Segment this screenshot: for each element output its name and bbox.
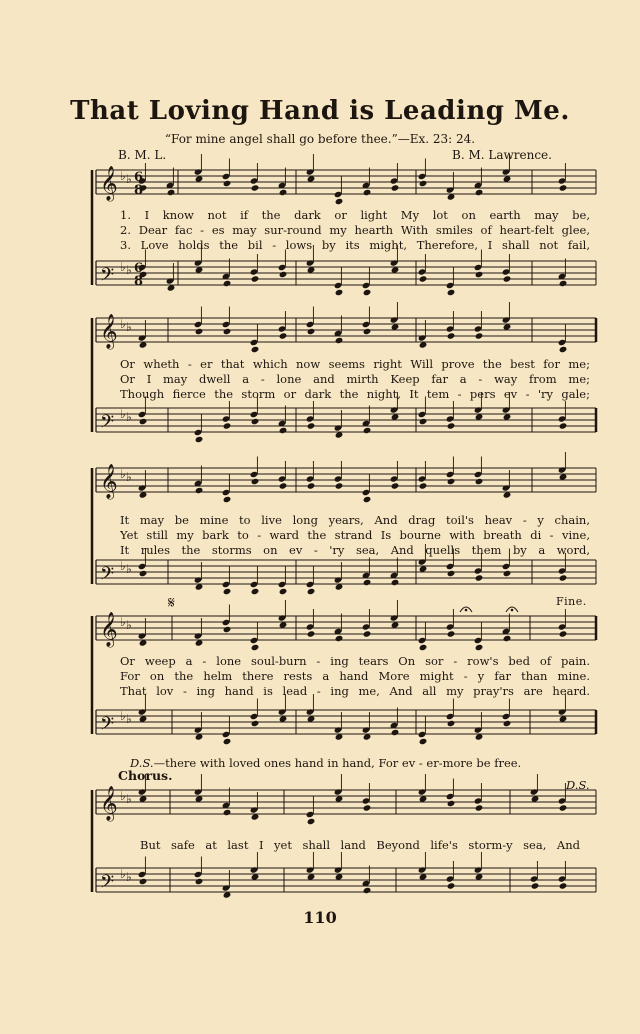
note-head (251, 346, 260, 353)
note-head (475, 574, 484, 581)
flat-icon: ♭ (120, 169, 126, 183)
lyric-s4-v2: For on the helm there rests a hand More might - y far than mine. (120, 669, 590, 683)
ds-lyric-line (130, 756, 540, 770)
note-head (335, 635, 344, 642)
note-head (447, 422, 456, 429)
time-signature-bottom: 8 (134, 274, 144, 289)
note-head (419, 275, 428, 282)
chorus-label: Chorus. (118, 768, 173, 783)
page-number: 110 (303, 908, 337, 927)
flat-icon: ♭ (120, 559, 126, 573)
ds-prefix: D.S. (130, 756, 154, 770)
note-head (223, 280, 232, 287)
note-head (559, 280, 568, 287)
note-head (335, 337, 344, 344)
note-head (251, 588, 260, 595)
flat-icon: ♭ (120, 467, 126, 481)
time-signature-bottom: 8 (134, 183, 144, 198)
lyric-s4-v1: Or weep a - lone soul-burn - ing tears On sor - row's bed of pain. (120, 654, 590, 668)
lyric-s2-v2: Or I may dwell a - lone and mirth Keep far a - way from me; (120, 372, 590, 386)
note-head (391, 482, 400, 489)
note-head (139, 570, 148, 577)
note-head (195, 487, 204, 494)
bass-clef-icon: 𝄢 (100, 412, 115, 437)
note-head (223, 588, 232, 595)
note-head (559, 882, 568, 889)
note-head (503, 720, 512, 727)
note-head (503, 275, 512, 282)
note-head (251, 275, 260, 282)
flat-icon: ♭ (126, 320, 132, 334)
flat-icon: ♭ (120, 789, 126, 803)
note-head (307, 818, 316, 825)
note-head (559, 804, 568, 811)
bass-clef-icon: 𝄢 (100, 714, 115, 739)
segno-icon: 𝄋 (168, 593, 175, 612)
note-head (363, 189, 372, 196)
flat-icon: ♭ (126, 870, 132, 884)
flat-icon: ♭ (126, 712, 132, 726)
note-head (223, 180, 232, 187)
note-head (279, 271, 288, 278)
treble-clef-icon: 𝄞 (100, 786, 118, 821)
note-head (447, 478, 456, 485)
note-head (279, 482, 288, 489)
note-head (475, 644, 484, 651)
chorus-lyric: But safe at last I yet shall land Beyond life's storm-y sea, And (140, 838, 580, 852)
flat-icon: ♭ (120, 260, 126, 274)
note-head (223, 422, 232, 429)
note-head (279, 189, 288, 196)
note-head (391, 579, 400, 586)
note-head (223, 738, 232, 745)
note-head (475, 478, 484, 485)
note-head (139, 418, 148, 425)
note-head (363, 579, 372, 586)
note-head (559, 630, 568, 637)
scripture-epigraph: “For mine angel shall go before thee.”—Ex. 23: 24. (164, 132, 476, 146)
note-head (363, 630, 372, 637)
note-head (447, 720, 456, 727)
flat-icon: ♭ (120, 317, 126, 331)
note-head (363, 328, 372, 335)
note-head (475, 332, 484, 339)
note-head (559, 574, 568, 581)
note-head (531, 882, 540, 889)
note-head (447, 630, 456, 637)
treble-clef-icon: 𝄞 (100, 166, 118, 201)
note-head (419, 180, 428, 187)
words-credit: B. M. L. (118, 148, 167, 162)
note-head (475, 271, 484, 278)
note-head (419, 738, 428, 745)
note-head (559, 422, 568, 429)
note-head (307, 588, 316, 595)
note-head (279, 332, 288, 339)
note-head (503, 635, 512, 642)
flat-icon: ♭ (126, 562, 132, 576)
note-head (419, 418, 428, 425)
lyric-s1-v2: 2. Dear fac - es may sur-round my hearth With smiles of heart-felt glee, (120, 223, 590, 237)
fermata-dot (465, 609, 468, 612)
note-head (363, 804, 372, 811)
note-head (447, 289, 456, 296)
note-head (335, 289, 344, 296)
fermata-dot (511, 609, 514, 612)
note-head (447, 800, 456, 807)
note-head (363, 427, 372, 434)
note-head (251, 644, 260, 651)
note-head (251, 478, 260, 485)
note-head (251, 418, 260, 425)
note-head (447, 882, 456, 889)
note-head (503, 570, 512, 577)
bass-clef-icon: 𝄢 (100, 265, 115, 290)
treble-clef-icon: 𝄞 (100, 464, 118, 499)
time-signature-top: 6 (134, 261, 144, 276)
note-head (223, 626, 232, 633)
flat-icon: ♭ (126, 470, 132, 484)
note-head (307, 328, 316, 335)
note-head (251, 720, 260, 727)
lyric-s3-v2: Yet still my bark to - ward the strand Is bourne with breath di - vine, (120, 528, 590, 542)
bass-clef-icon: 𝄢 (100, 872, 115, 897)
note-head (139, 878, 148, 885)
fine-marking: Fine. (556, 595, 587, 608)
note-head (335, 482, 344, 489)
treble-clef-icon: 𝄞 (100, 314, 118, 349)
note-head (363, 887, 372, 894)
note-head (195, 328, 204, 335)
flat-icon: ♭ (126, 410, 132, 424)
note-head (391, 729, 400, 736)
lyric-s3-v1: It may be mine to live long years, And drag toil's heav - y chain, (120, 513, 590, 527)
lyric-s2-v3: Though fierce the storm or dark the night, It tem - pers ev - 'ry gale; (120, 387, 590, 401)
lyric-s2-v1: Or wheth - er that which now seems right Will prove the best for me; (120, 357, 590, 371)
music-credit: B. M. Lawrence. (452, 148, 552, 162)
lyric-s1-v3: 3. Love holds the bil - lows by its might, Therefore, I shall not fail, (120, 238, 590, 252)
note-head (363, 289, 372, 296)
note-head (167, 189, 176, 196)
note-head (223, 328, 232, 335)
flat-icon: ♭ (126, 172, 132, 186)
note-head (223, 496, 232, 503)
time-signature-top: 6 (134, 170, 144, 185)
lyric-s3-v3: It rules the storms on ev - 'ry sea, And quells them by a word, (120, 543, 590, 557)
lyric-s1-v1: 1. I know not if the dark or light My lot on earth may be, (120, 208, 590, 222)
note-head (251, 184, 260, 191)
note-head (475, 189, 484, 196)
note-head (307, 422, 316, 429)
note-head (223, 809, 232, 816)
note-head (419, 644, 428, 651)
hymn-title: That Loving Hand is Leading Me. (70, 96, 570, 126)
treble-clef-icon: 𝄞 (100, 612, 118, 647)
bass-clef-icon: 𝄢 (100, 564, 115, 589)
flat-icon: ♭ (120, 615, 126, 629)
chorus-ds-mark: D.S. (566, 778, 590, 792)
note-head (447, 332, 456, 339)
note-head (363, 496, 372, 503)
flat-icon: ♭ (120, 407, 126, 421)
note-head (475, 804, 484, 811)
note-head (307, 482, 316, 489)
note-head (279, 588, 288, 595)
note-head (195, 878, 204, 885)
ds-text: —there with loved ones hand in hand, For ev - er-more be free. (153, 756, 522, 770)
note-head (559, 346, 568, 353)
note-head (391, 184, 400, 191)
note-head (447, 570, 456, 577)
note-head (307, 630, 316, 637)
flat-icon: ♭ (120, 867, 126, 881)
flat-icon: ♭ (120, 709, 126, 723)
note-head (335, 198, 344, 205)
note-head (279, 427, 288, 434)
flat-icon: ♭ (126, 263, 132, 277)
flat-icon: ♭ (126, 792, 132, 806)
note-head (195, 436, 204, 443)
note-head (419, 482, 428, 489)
lyric-s4-v3: That lov - ing hand is lead - ing me, And all my pray'rs are heard. (120, 684, 590, 698)
note-head (559, 184, 568, 191)
flat-icon: ♭ (126, 618, 132, 632)
